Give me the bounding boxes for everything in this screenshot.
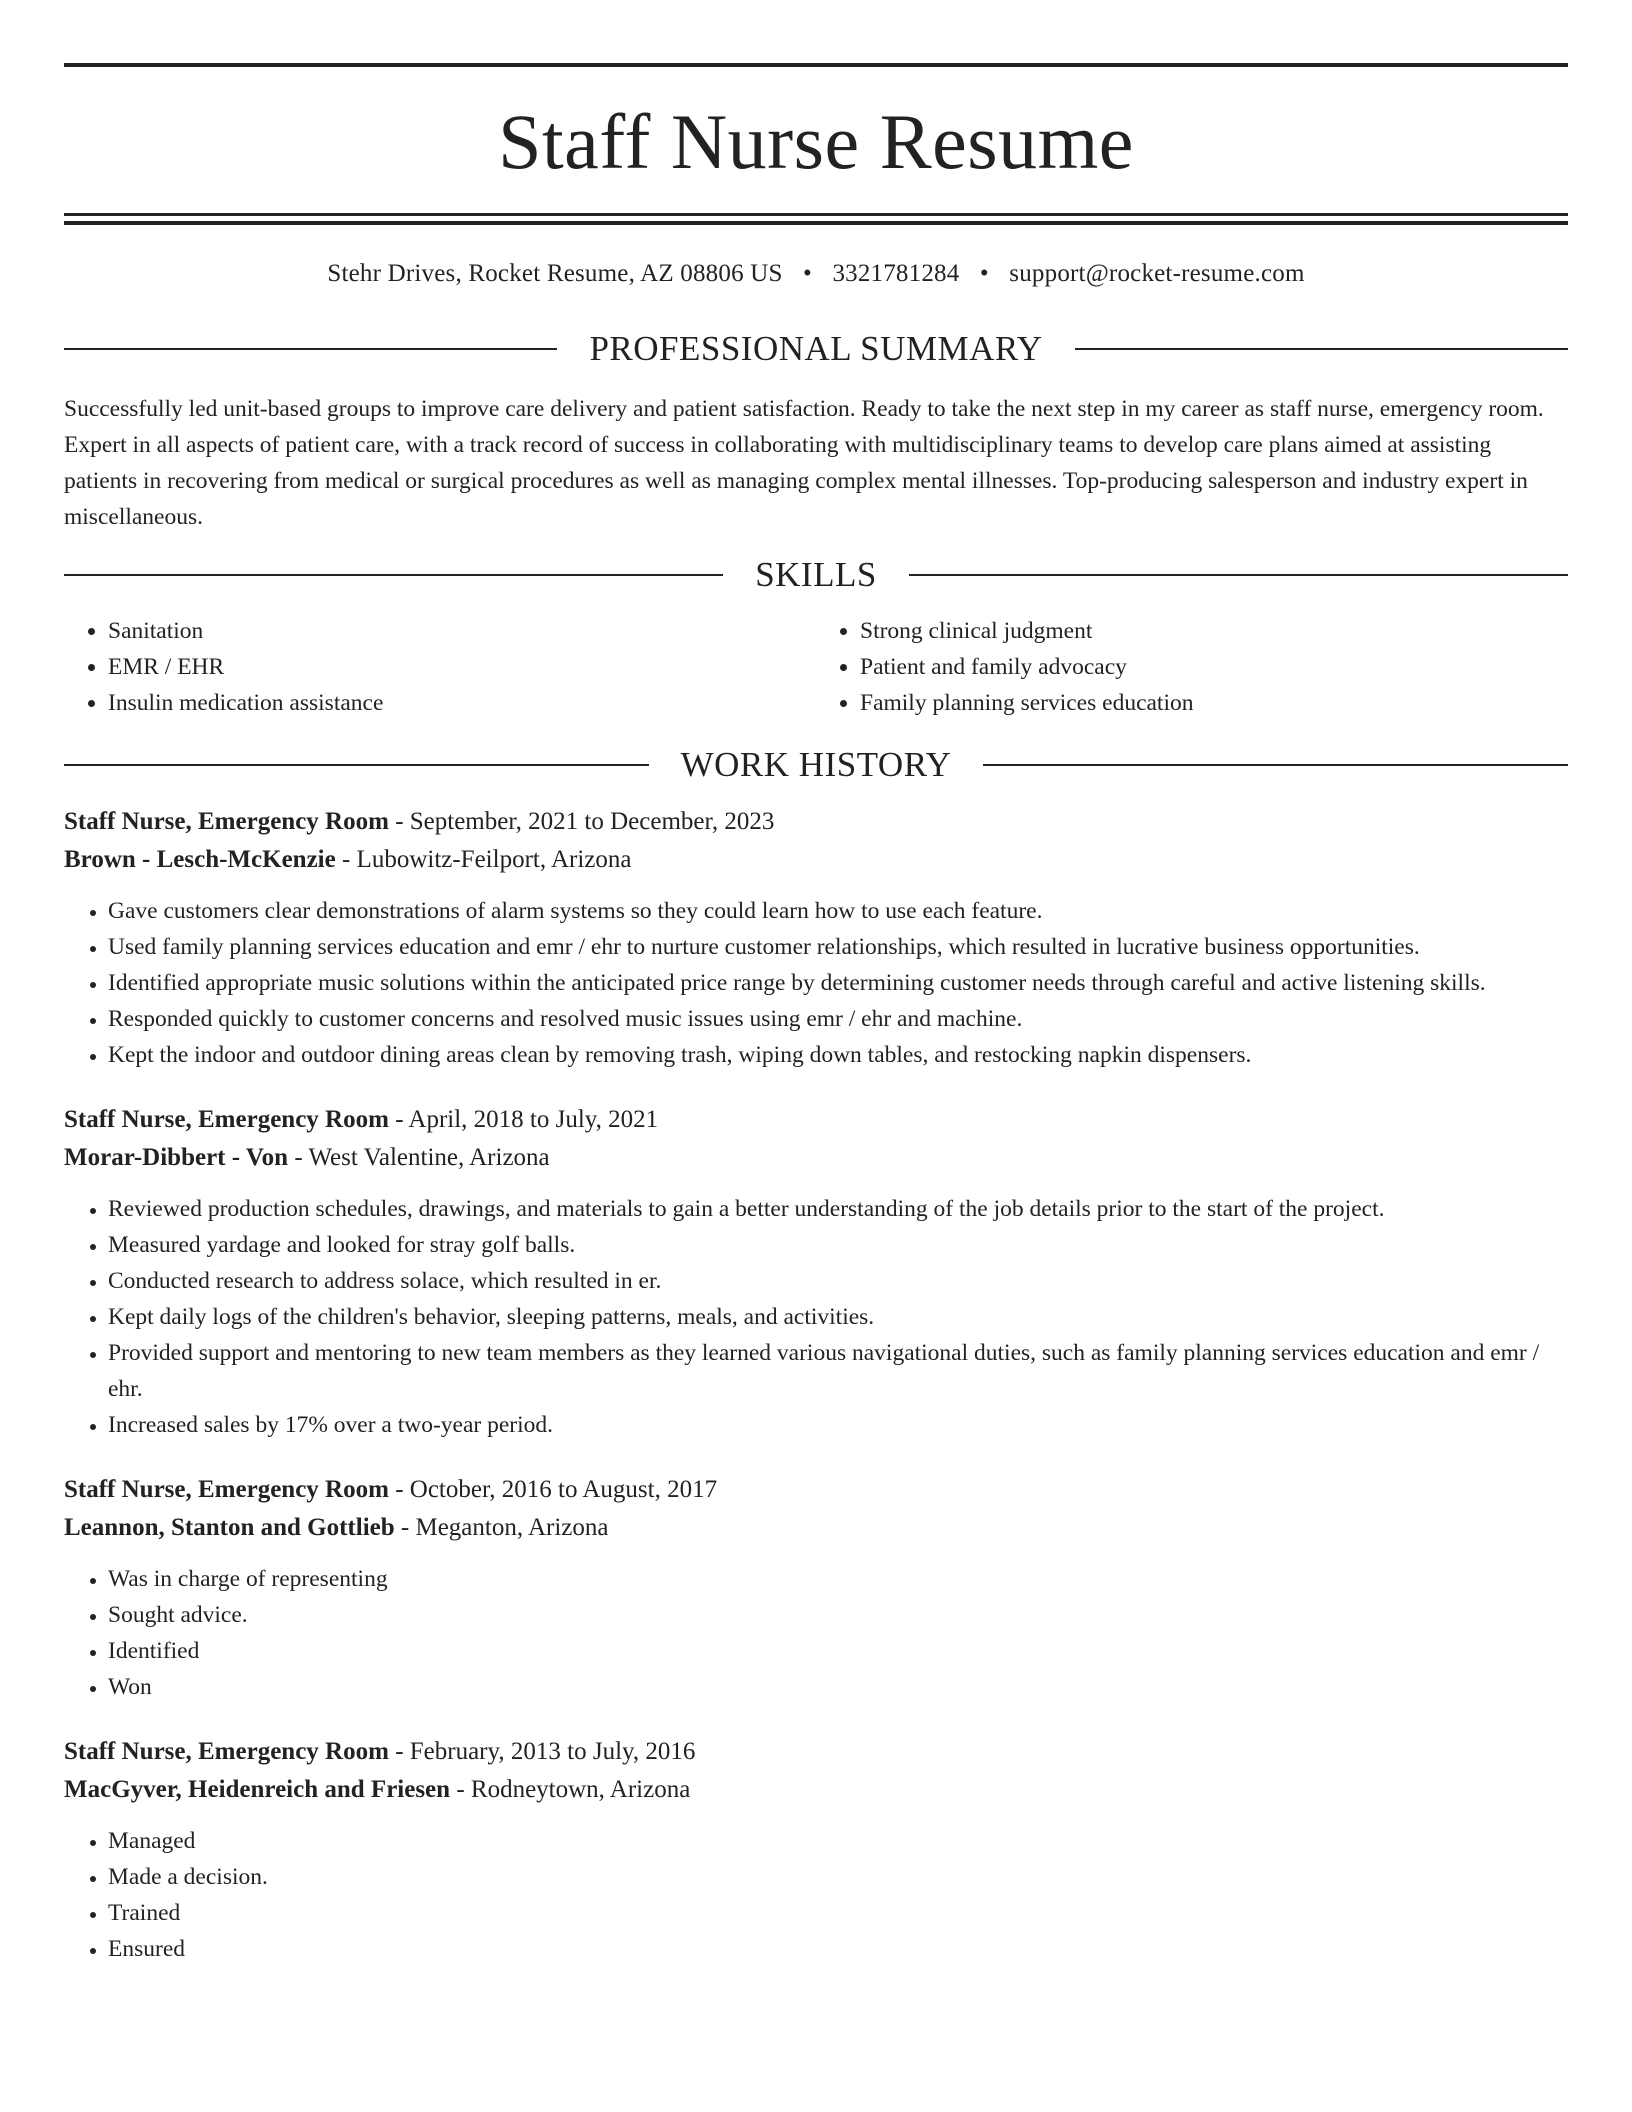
job-company-line xyxy=(64,841,1568,879)
job-bullet: • Was in charge of representing xyxy=(108,1561,1568,1597)
skill-item: • Insulin medication assistance xyxy=(108,685,816,721)
job-bullet: • Sought advice. xyxy=(108,1597,1568,1633)
job-company: Morar-Dibbert - Von xyxy=(64,1144,289,1171)
heading-rule xyxy=(983,764,1568,766)
contact-phone: 3321781284 xyxy=(832,260,960,287)
summary-heading xyxy=(64,327,1568,371)
job-location: West Valentine, Arizona xyxy=(308,1144,550,1171)
skills-heading xyxy=(64,553,1568,597)
contact-separator: • xyxy=(979,260,989,287)
job-bullet: • Used family planning services education and emr / ehr to nurture customer relationships, which resulted in lucrative business opportunities. xyxy=(108,929,1568,965)
job-bullet: • Measured yardage and looked for stray golf balls. xyxy=(108,1227,1568,1263)
job-location: Meganton, Arizona xyxy=(415,1514,609,1541)
job-location: Lubowitz-Feilport, Arizona xyxy=(356,846,632,873)
job-bullet: • Won xyxy=(108,1669,1568,1705)
job-title-line xyxy=(64,1471,1568,1509)
job-dates: April, 2018 to July, 2021 xyxy=(408,1106,659,1133)
skill-item: • Sanitation xyxy=(108,613,816,649)
dash: - xyxy=(388,808,410,835)
work-heading-label: WORK HISTORY xyxy=(680,745,952,784)
skill-item: • Family planning services education xyxy=(860,685,1568,721)
job-title: Staff Nurse, Emergency Room xyxy=(64,808,389,835)
contact-email: support@rocket-resume.com xyxy=(1009,260,1305,287)
skills-list xyxy=(64,613,1568,721)
job-title: Staff Nurse, Emergency Room xyxy=(64,1476,389,1503)
job-company: MacGyver, Heidenreich and Friesen xyxy=(64,1776,451,1803)
skills-column-left xyxy=(64,613,816,721)
contact-address: Stehr Drives, Rocket Resume, AZ 08806 US xyxy=(327,260,783,287)
skill-item: • Patient and family advocacy xyxy=(860,649,1568,685)
job-bullet: • Reviewed production schedules, drawings, and materials to gain a better understanding of the job details prior to the start of the project. xyxy=(108,1191,1568,1227)
job-bullet: • Conducted research to address solace, which resulted in er. xyxy=(108,1263,1568,1299)
job-entry xyxy=(64,1471,1568,1705)
summary-text: Successfully led unit-based groups to improve care delivery and patient satisfaction. Ready to take the next step in my career as staff nurse, emergency room. Expert in all aspects of patient care, with a track record of success in collaborating with multidisciplinary teams to develop care plans aimed at assisting patients in recovering from medical or surgical procedures as well as managing complex mental illnesses. Top-producing salesperson and industry expert in miscellaneous. xyxy=(64,396,1544,530)
job-bullets xyxy=(64,893,1568,1073)
job-bullet: • Identified xyxy=(108,1633,1568,1669)
job-dates: September, 2021 to December, 2023 xyxy=(409,808,775,835)
job-dates: February, 2013 to July, 2016 xyxy=(409,1738,696,1765)
job-bullet: • Ensured xyxy=(108,1931,1568,1967)
dash: - xyxy=(335,846,357,873)
job-bullets xyxy=(64,1191,1568,1443)
summary-heading-label: PROFESSIONAL SUMMARY xyxy=(589,329,1043,368)
job-entry xyxy=(64,1101,1568,1443)
job-bullet: • Increased sales by 17% over a two-year period. xyxy=(108,1407,1568,1443)
job-entry xyxy=(64,1733,1568,1967)
job-bullet: • Kept the indoor and outdoor dining areas clean by removing trash, wiping down tables, and restocking napkin dispensers. xyxy=(108,1037,1568,1073)
skills-heading-label: SKILLS xyxy=(755,555,877,594)
contact-line xyxy=(64,259,1568,289)
job-bullet: • Gave customers clear demonstrations of alarm systems so they could learn how to use each feature. xyxy=(108,893,1568,929)
job-dates: October, 2016 to August, 2017 xyxy=(409,1476,718,1503)
dash: - xyxy=(288,1144,309,1171)
job-entry xyxy=(64,803,1568,1073)
skill-item: • EMR / EHR xyxy=(108,649,816,685)
job-title-line xyxy=(64,803,1568,841)
top-rule xyxy=(64,63,1568,67)
job-location: Rodneytown, Arizona xyxy=(470,1776,691,1803)
heading-rule xyxy=(64,764,649,766)
dash: - xyxy=(450,1776,471,1803)
heading-rule xyxy=(64,574,723,576)
contact-separator: • xyxy=(803,260,812,287)
job-bullets xyxy=(64,1823,1568,1967)
heading-rule xyxy=(1075,348,1568,350)
heading-rule xyxy=(909,574,1568,576)
job-title-line xyxy=(64,1733,1568,1771)
job-bullet: • Kept daily logs of the children's behavior, sleeping patterns, meals, and activities. xyxy=(108,1299,1568,1335)
job-bullet: • Identified appropriate music solutions within the anticipated price range by determining customer needs through careful and active listening skills. xyxy=(108,965,1568,1001)
job-company: Brown - Lesch-McKenzie xyxy=(64,846,336,873)
skill-item: • Strong clinical judgment xyxy=(860,613,1568,649)
job-company-line xyxy=(64,1509,1568,1547)
job-company-line xyxy=(64,1139,1568,1177)
dash: - xyxy=(394,1514,416,1541)
job-title-line xyxy=(64,1101,1568,1139)
resume-title: Staff Nurse Resume xyxy=(498,98,1134,185)
job-bullet: • Made a decision. xyxy=(108,1859,1568,1895)
dash: - xyxy=(388,1738,410,1765)
dash: - xyxy=(388,1476,410,1503)
work-history-list xyxy=(64,803,1568,1967)
job-title: Staff Nurse, Emergency Room xyxy=(64,1738,389,1765)
job-company-line xyxy=(64,1771,1568,1809)
job-company: Leannon, Stanton and Gottlieb xyxy=(64,1514,395,1541)
job-bullet: • Responded quickly to customer concerns and resolved music issues using emr / ehr and machine. xyxy=(108,1001,1568,1037)
job-bullets xyxy=(64,1561,1568,1705)
job-title: Staff Nurse, Emergency Room xyxy=(64,1106,389,1133)
heading-rule xyxy=(64,348,557,350)
job-bullet: • Provided support and mentoring to new team members as they learned various navigational duties, such as family planning services education and emr / ehr. xyxy=(108,1335,1568,1407)
work-heading xyxy=(64,743,1568,787)
job-bullet: • Managed xyxy=(108,1823,1568,1859)
dash: - xyxy=(388,1106,409,1133)
title-double-rule xyxy=(64,213,1568,225)
skills-column-right xyxy=(816,613,1568,721)
job-bullet: • Trained xyxy=(108,1895,1568,1931)
